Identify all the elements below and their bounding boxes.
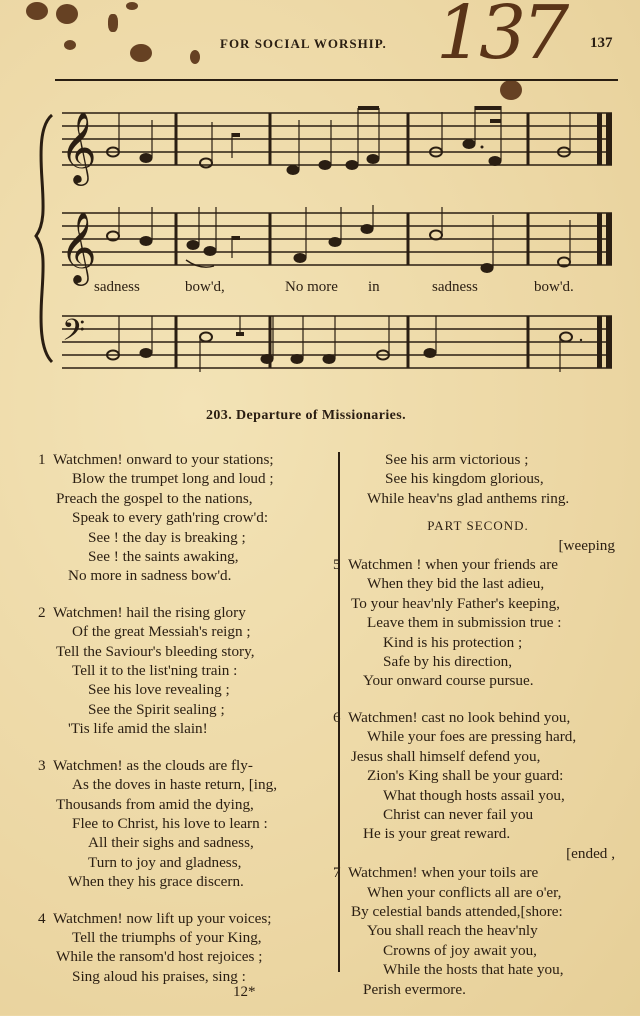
verse-line: What though hosts assail you, xyxy=(383,786,565,804)
verse-line: When they his grace discern. xyxy=(68,873,244,891)
verse-number: 4 xyxy=(38,909,46,927)
verse-line: Jesus shall himself defend you, xyxy=(351,747,541,765)
verse-line: Crowns of joy await you, xyxy=(383,941,537,959)
verse-line: Leave them in submission true : xyxy=(367,614,562,632)
verse-line: Watchmen! when your toils are xyxy=(348,864,539,882)
lyric-syllable: bow'd, xyxy=(185,279,225,295)
verse-line: When your conflicts all are o'er, xyxy=(367,883,562,901)
verse-6 xyxy=(333,708,623,863)
signature-mark: 12* xyxy=(233,984,256,1000)
treble-clef: 𝄞 xyxy=(60,210,97,283)
verse-line: While the hosts that hate you, xyxy=(383,961,564,979)
treble-clef: 𝄞 xyxy=(60,110,97,183)
verse-line: When they bid the last adieu, xyxy=(367,575,545,593)
lyric-syllable: sadness xyxy=(432,279,478,295)
verse-line: Watchmen! as the clouds are fly- xyxy=(53,756,253,774)
verse-line: No more in sadness bow'd. xyxy=(68,567,232,585)
verse-line: Sing aloud his praises, sing : xyxy=(72,967,246,985)
hymn-title xyxy=(206,408,406,424)
verse-line: He is your great reward. xyxy=(363,825,511,843)
bar-lines xyxy=(176,113,528,368)
lyric-syllable: bow'd. xyxy=(534,279,574,295)
system-brace xyxy=(36,115,52,362)
verse-number: 5 xyxy=(333,556,341,574)
verse-line: See his kingdom glorious, xyxy=(385,470,544,488)
verse-number: 3 xyxy=(38,756,46,774)
lyric-syllable: No more xyxy=(285,279,338,295)
page-number: 137 xyxy=(590,35,613,51)
verse-line: While your foes are pressing hard, xyxy=(367,728,577,746)
verse-number: 6 xyxy=(333,708,341,726)
running-head: FOR SOCIAL WORSHIP. xyxy=(220,36,387,51)
verse-overflow: [weeping xyxy=(558,536,615,554)
verse-line: All their sighs and sadness, xyxy=(88,834,254,852)
verse-line: Of the great Messiah's reign ; xyxy=(72,623,251,641)
bass-clef: 𝄢 xyxy=(62,314,86,355)
verse-line: Zion's King shall be your guard: xyxy=(367,767,564,785)
verses-right-column xyxy=(333,450,623,1016)
verse-line: Watchmen! onward to your stations; xyxy=(53,451,274,468)
verse-number: 1 xyxy=(38,451,46,468)
part-heading: PART SECOND. xyxy=(427,518,529,534)
verse-number: 2 xyxy=(38,603,46,621)
verse-line: 'Tis life amid the slain! xyxy=(68,720,208,738)
verse-line: Blow the trumpet long and loud ; xyxy=(72,470,274,488)
verse-line: You shall reach the heav'nly xyxy=(367,922,538,940)
verse-4 xyxy=(38,909,328,987)
lyric-syllable: sadness xyxy=(94,279,140,295)
verse-line: Thousands from amid the dying, xyxy=(56,795,254,813)
verse-line: To your heav'nly Father's keeping, xyxy=(351,594,560,612)
verse-5 xyxy=(333,536,623,691)
verse-line: Speak to every gath'ring crow'd: xyxy=(72,509,269,527)
music-score xyxy=(0,0,640,400)
verse-2 xyxy=(38,603,328,739)
verse-line: See his love revealing ; xyxy=(88,681,230,699)
verse-line: Safe by his direction, xyxy=(383,653,513,671)
verse-line: As the doves in haste return, [ing, xyxy=(72,776,277,794)
verse-line: Perish evermore. xyxy=(363,980,466,998)
verse-line: See ! the day is breaking ; xyxy=(88,528,246,546)
verse-line: Watchmen ! when your friends are xyxy=(348,556,559,574)
verse-line: See ! the saints awaking, xyxy=(88,548,239,566)
handwritten-page-number: 137 xyxy=(436,0,566,76)
verse-3 xyxy=(38,756,328,892)
final-barlines xyxy=(597,113,612,368)
verse-line: Flee to Christ, his love to learn : xyxy=(72,814,268,832)
verse-line: By celestial bands attended,[shore: xyxy=(351,902,563,920)
verse-line: Turn to joy and gladness, xyxy=(88,853,242,871)
verse-line: While heav'ns glad anthems ring. xyxy=(367,489,570,507)
verse-line: Your onward course pursue. xyxy=(363,672,534,690)
verse-line: Watchmen! hail the rising glory xyxy=(53,603,246,621)
lyric-syllable: in xyxy=(368,279,380,295)
hymn-number: 203. xyxy=(206,408,233,423)
verse-4-continuation xyxy=(333,450,623,508)
verse-line: Tell it to the list'ning train : xyxy=(72,662,238,680)
verse-line: Kind is his protection ; xyxy=(383,633,523,651)
verse-line: Watchmen! cast no look behind you, xyxy=(348,708,571,726)
hymn-title-text: Departure of Missionaries. xyxy=(236,408,406,423)
notes-staff-3 xyxy=(107,316,582,372)
verse-overflow: [ended , xyxy=(566,844,615,862)
verse-line: Tell the Saviour's bleeding story, xyxy=(56,642,255,660)
verse-line: Watchmen! now lift up your voices; xyxy=(53,909,272,927)
verse-number: 7 xyxy=(333,864,341,882)
verses-left-column xyxy=(38,450,328,1003)
verse-line: Christ can never fail you xyxy=(383,805,534,823)
verse-line: Tell the triumphs of your King, xyxy=(72,928,262,946)
verse-line: See his arm victorious ; xyxy=(385,451,529,468)
verse-7 xyxy=(333,863,623,999)
verse-1 xyxy=(38,450,328,586)
verse-line: While the ransom'd host rejoices ; xyxy=(56,948,263,966)
verse-line: See the Spirit sealing ; xyxy=(88,700,225,718)
verse-line: Preach the gospel to the nations, xyxy=(56,489,253,507)
